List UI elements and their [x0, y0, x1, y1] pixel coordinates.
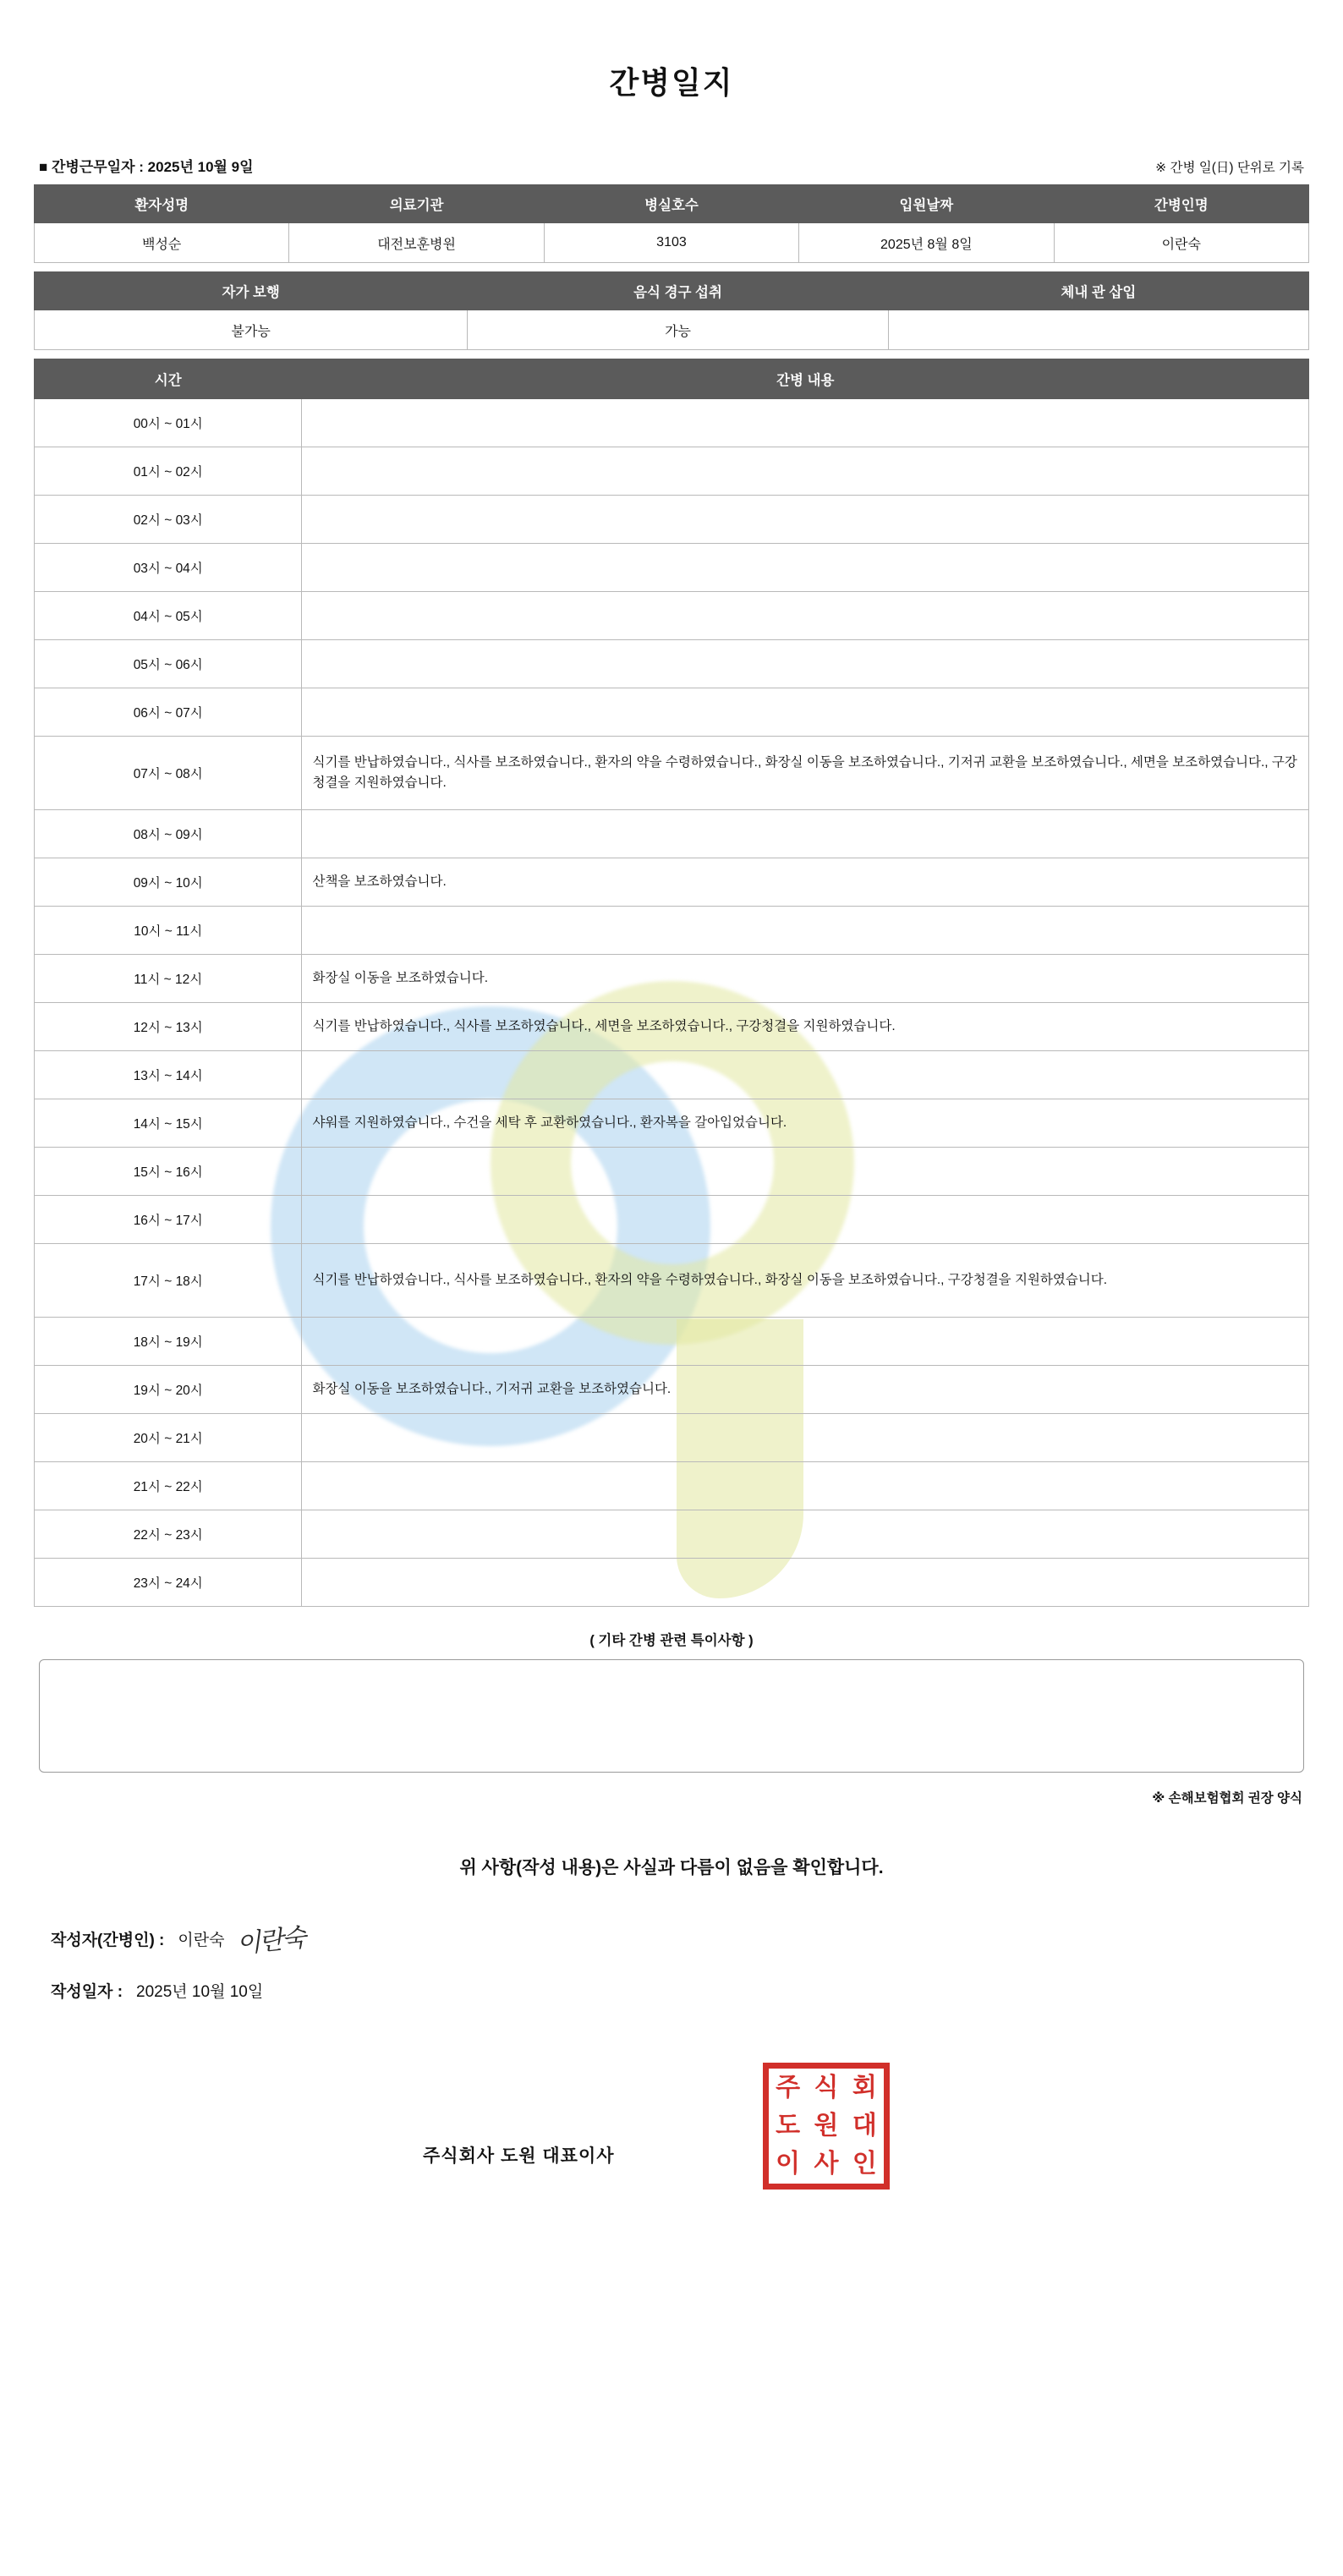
- table-row: [35, 955, 1309, 1003]
- cell-hospital: 대전보훈병원: [289, 223, 544, 263]
- col-header-patient-name: 환자성명: [35, 185, 289, 223]
- cell-time: 20시 ~ 21시: [35, 1414, 302, 1462]
- col-header-room-number: 병실호수: [544, 185, 798, 223]
- writer-date-value: 2025년 10월 10일: [136, 1983, 264, 2001]
- company-line: 주식회사 도원 대표이사: [423, 2146, 615, 2166]
- cell-care-content: [302, 1510, 1309, 1559]
- cell-time: 23시 ~ 24시: [35, 1559, 302, 1607]
- cell-care-content: [302, 688, 1309, 737]
- table-row: [35, 1318, 1309, 1366]
- cell-care-content: 샤워를 지원하였습니다., 수건을 세탁 후 교환하였습니다., 환자복을 갈아입었습니다.: [302, 1099, 1309, 1148]
- association-note: ※ 손해보험협회 권장 양식: [1152, 1791, 1302, 1806]
- cell-patient-name: 백성순: [35, 223, 289, 263]
- stamp-char: 식: [814, 2072, 839, 2102]
- table-row: [35, 810, 1309, 858]
- col-header-oral-intake: 음식 경구 섭취: [468, 272, 888, 310]
- cell-time: 12시 ~ 13시: [35, 1003, 302, 1051]
- cell-time: 11시 ~ 12시: [35, 955, 302, 1003]
- table-row: [35, 1148, 1309, 1196]
- col-header-tube-insertion: 체내 관 삽입: [888, 272, 1308, 310]
- table-row: [35, 1510, 1309, 1559]
- page-title: 간병일지: [609, 65, 734, 100]
- table-row: [35, 688, 1309, 737]
- cell-time: 08시 ~ 09시: [35, 810, 302, 858]
- company-seal-stamp: [763, 2063, 890, 2190]
- table-row: [35, 1196, 1309, 1244]
- cell-admission-date: 2025년 8월 8일: [799, 223, 1054, 263]
- cell-care-content: [302, 399, 1309, 447]
- cell-care-content: [302, 907, 1309, 955]
- table-row: [35, 447, 1309, 496]
- col-header-hospital: 의료기관: [289, 185, 544, 223]
- stamp-char: 회: [852, 2072, 877, 2102]
- cell-care-content: [302, 1318, 1309, 1366]
- col-header-caregiver-name: 간병인명: [1054, 185, 1308, 223]
- notes-title: ( 기타 간병 관련 특이사항 ): [589, 1633, 754, 1648]
- cell-time: 13시 ~ 14시: [35, 1051, 302, 1099]
- table-row: [35, 1366, 1309, 1414]
- cell-time: 19시 ~ 20시: [35, 1366, 302, 1414]
- cell-time: 09시 ~ 10시: [35, 858, 302, 907]
- hourly-log-table: [34, 359, 1309, 1607]
- table-row: [35, 1414, 1309, 1462]
- cell-time: 14시 ~ 15시: [35, 1099, 302, 1148]
- cell-time: 16시 ~ 17시: [35, 1196, 302, 1244]
- writer-name-row: [51, 1920, 1309, 1960]
- cell-care-content: [302, 810, 1309, 858]
- col-header-time: 시간: [35, 359, 302, 399]
- table-row: [35, 858, 1309, 907]
- col-header-care-content: 간병 내용: [302, 359, 1309, 399]
- table-row: [35, 1051, 1309, 1099]
- document-page: [0, 59, 1343, 2220]
- cell-care-content: 식기를 반납하였습니다., 식사를 보조하였습니다., 세면을 보조하였습니다., 구강청결을 지원하였습니다.: [302, 1003, 1309, 1051]
- cell-care-content: [302, 1196, 1309, 1244]
- cell-care-content: 산책을 보조하였습니다.: [302, 858, 1309, 907]
- cell-time: 22시 ~ 23시: [35, 1510, 302, 1559]
- cell-time: 15시 ~ 16시: [35, 1148, 302, 1196]
- work-date-label: ■ 간병근무일자 :: [39, 159, 144, 175]
- cell-time: 02시 ~ 03시: [35, 496, 302, 544]
- cell-caregiver-name: 이란숙: [1054, 223, 1308, 263]
- table-row: [35, 359, 1309, 399]
- cell-room-number: 3103: [544, 223, 798, 263]
- notes-box[interactable]: [39, 1659, 1304, 1773]
- table-row: [35, 1099, 1309, 1148]
- stamp-char: 도: [776, 2110, 801, 2140]
- cell-care-content: [302, 1462, 1309, 1510]
- table-row: [35, 310, 1309, 350]
- table-row: [35, 737, 1309, 810]
- table-row: [35, 907, 1309, 955]
- table-row: [35, 1462, 1309, 1510]
- table-row: [35, 592, 1309, 640]
- stamp-char: 대: [852, 2110, 877, 2140]
- stamp-char: 사: [814, 2149, 839, 2179]
- cell-time: 05시 ~ 06시: [35, 640, 302, 688]
- cell-care-content: [302, 496, 1309, 544]
- stamp-char: 주: [776, 2072, 801, 2102]
- cell-time: 06시 ~ 07시: [35, 688, 302, 737]
- col-header-admission-date: 입원날짜: [799, 185, 1054, 223]
- cell-time: 00시 ~ 01시: [35, 399, 302, 447]
- cell-care-content: [302, 592, 1309, 640]
- cell-self-walking: 불가능: [35, 310, 468, 350]
- cell-time: 17시 ~ 18시: [35, 1244, 302, 1318]
- patient-info-table: [34, 184, 1309, 263]
- stamp-char: 인: [852, 2149, 877, 2179]
- cell-time: 10시 ~ 11시: [35, 907, 302, 955]
- confirmation-statement: 위 사항(작성 내용)은 사실과 다름이 없음을 확인합니다.: [459, 1858, 884, 1877]
- writer-block: [51, 1920, 1309, 2002]
- cell-time: 04시 ~ 05시: [35, 592, 302, 640]
- cell-time: 03시 ~ 04시: [35, 544, 302, 592]
- footer: [34, 2051, 1309, 2220]
- cell-care-content: 화장실 이동을 보조하였습니다.: [302, 955, 1309, 1003]
- table-row: [35, 223, 1309, 263]
- cell-care-content: [302, 1414, 1309, 1462]
- cell-time: 01시 ~ 02시: [35, 447, 302, 496]
- cell-care-content: [302, 544, 1309, 592]
- cell-care-content: [302, 1559, 1309, 1607]
- cell-time: 07시 ~ 08시: [35, 737, 302, 810]
- cell-time: 18시 ~ 19시: [35, 1318, 302, 1366]
- cell-oral-intake: 가능: [468, 310, 888, 350]
- cell-care-content: 식기를 반납하였습니다., 식사를 보조하였습니다., 환자의 약을 수령하였습니다., 화장실 이동을 보조하였습니다., 기저귀 교환을 보조하였습니다., 세면을 보조하였습니다., 구강청결을 지원하였습니다.: [302, 737, 1309, 810]
- cell-time: 21시 ~ 22시: [35, 1462, 302, 1510]
- table-row: [35, 185, 1309, 223]
- signature-mark: 이란숙: [235, 1922, 307, 1960]
- stamp-char: 이: [776, 2149, 801, 2179]
- writer-name-label: 작성자(간병인) :: [51, 1931, 165, 1949]
- cell-care-content: [302, 1148, 1309, 1196]
- table-row: [35, 1003, 1309, 1051]
- table-row: [35, 272, 1309, 310]
- col-header-self-walking: 자가 보행: [35, 272, 468, 310]
- cell-care-content: 식기를 반납하였습니다., 식사를 보조하였습니다., 환자의 약을 수령하였습니다., 화장실 이동을 보조하였습니다., 구강청결을 지원하였습니다.: [302, 1244, 1309, 1318]
- header-note: ※ 간병 일(日) 단위로 기록: [1155, 161, 1304, 175]
- writer-name-value: 이란숙: [178, 1931, 225, 1949]
- work-date-value: 2025년 10월 9일: [147, 159, 254, 175]
- table-row: [35, 1559, 1309, 1607]
- table-row: [35, 544, 1309, 592]
- stamp-char: 원: [814, 2110, 839, 2140]
- cell-tube-insertion: [888, 310, 1308, 350]
- writer-date-row: [51, 1979, 1309, 2002]
- table-row: [35, 399, 1309, 447]
- cell-care-content: [302, 1051, 1309, 1099]
- table-row: [35, 496, 1309, 544]
- cell-care-content: [302, 447, 1309, 496]
- care-condition-table: [34, 271, 1309, 350]
- work-date: [39, 155, 254, 176]
- table-row: [35, 640, 1309, 688]
- table-row: [35, 1244, 1309, 1318]
- writer-date-label: 작성일자 :: [51, 1983, 123, 2001]
- header-row: [39, 155, 1304, 176]
- cell-care-content: [302, 640, 1309, 688]
- cell-care-content: 화장실 이동을 보조하였습니다., 기저귀 교환을 보조하였습니다.: [302, 1366, 1309, 1414]
